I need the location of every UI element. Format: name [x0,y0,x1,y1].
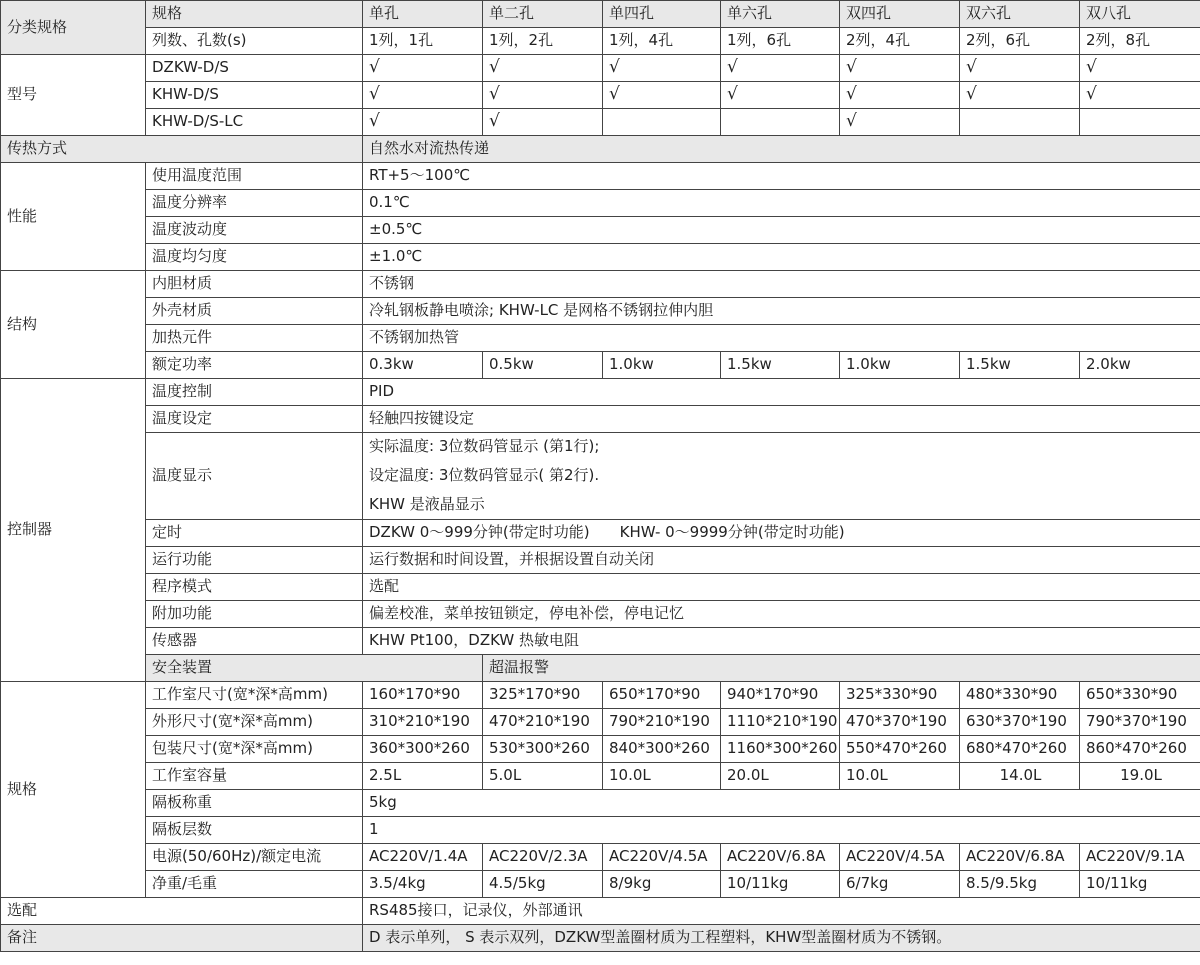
heat-transfer-value: 自然水对流热传递 [363,136,1200,163]
heat-transfer-row [1,136,1200,163]
notes-row [1,925,1200,952]
type-row [1,55,1200,82]
power-supply-cell: AC220V/2.3A [483,844,603,871]
specs-row [1,790,1200,817]
shelf-weight-label: 隔板称重 [146,790,363,817]
performance-row [1,244,1200,271]
check-mark: √ [483,109,603,136]
power-supply-cell: AC220V/4.5A [603,844,721,871]
type-label: KHW-D/S [146,82,363,109]
specs-row [1,817,1200,844]
outer-size-cell: 1110*210*190 [721,709,840,736]
package-size-cell: 530*300*260 [483,736,603,763]
category-controller: 控制器 [1,379,146,682]
check-mark [1080,109,1200,136]
shelf-count-value: 1 [363,817,1200,844]
model-header: 双四孔 [840,1,960,28]
category-spec-header: 分类规格 [1,1,146,55]
model-header: 单孔 [363,1,483,28]
check-mark [960,109,1080,136]
structure-row [1,298,1200,325]
shelf-count-label: 隔板层数 [146,817,363,844]
outer-size-cell: 470*370*190 [840,709,960,736]
temp-setting-value: 轻触四按键设定 [363,406,1200,433]
structure-row [1,271,1200,298]
weight-cell: 10/11kg [1080,871,1200,898]
count-cell: 2列，8孔 [1080,28,1200,55]
program-mode-label: 程序模式 [146,574,363,601]
temp-control-value: PID [363,379,1200,406]
check-mark: √ [721,82,840,109]
rated-power-cell: 0.3kw [363,352,483,379]
capacity-cell: 5.0L [483,763,603,790]
controller-row [1,601,1200,628]
check-mark: √ [363,109,483,136]
performance-row [1,163,1200,190]
category-heat-transfer: 传热方式 [1,136,363,163]
performance-row [1,217,1200,244]
check-mark: √ [603,82,721,109]
category-structure: 结构 [1,271,146,379]
controller-row [1,520,1200,547]
safety-row [1,655,1200,682]
count-cell: 1列，6孔 [721,28,840,55]
options-row [1,898,1200,925]
temp-display-label: 温度显示 [146,433,363,520]
capacity-cell: 14.0L [960,763,1080,790]
chamber-size-cell: 325*330*90 [840,682,960,709]
type-row [1,109,1200,136]
chamber-size-cell: 940*170*90 [721,682,840,709]
chamber-size-cell: 650*330*90 [1080,682,1200,709]
power-supply-cell: AC220V/1.4A [363,844,483,871]
sensor-value: KHW Pt100，DZKW 热敏电阻 [363,628,1200,655]
outer-size-cell: 310*210*190 [363,709,483,736]
specs-row [1,682,1200,709]
controller-row [1,379,1200,406]
performance-label: 温度分辨率 [146,190,363,217]
temp-control-label: 温度控制 [146,379,363,406]
package-size-cell: 840*300*260 [603,736,721,763]
check-mark: √ [840,55,960,82]
check-mark: √ [483,55,603,82]
check-mark: √ [960,82,1080,109]
category-safety: 安全装置 [146,655,483,682]
check-mark: √ [603,55,721,82]
temp-display-row [1,433,1200,462]
cols-label: 列数、孔数(s) [146,28,363,55]
chamber-size-cell: 480*330*90 [960,682,1080,709]
spec-label: 规格 [146,1,363,28]
performance-value: RT+5～100℃ [363,163,1200,190]
structure-value: 不锈钢加热管 [363,325,1200,352]
rated-power-cell: 1.5kw [721,352,840,379]
power-supply-cell: AC220V/6.8A [960,844,1080,871]
outer-size-cell: 470*210*190 [483,709,603,736]
outer-size-label: 外形尺寸(宽*深*高mm) [146,709,363,736]
capacity-cell: 10.0L [603,763,721,790]
power-supply-label: 电源(50/60Hz)/额定电流 [146,844,363,871]
weight-cell: 4.5/5kg [483,871,603,898]
count-cell: 1列，2孔 [483,28,603,55]
header-row-models [1,1,1200,28]
check-mark: √ [363,82,483,109]
header-row-counts [1,28,1200,55]
category-specs: 规格 [1,682,146,898]
check-mark: √ [1080,55,1200,82]
structure-label: 内胆材质 [146,271,363,298]
shelf-weight-value: 5kg [363,790,1200,817]
package-size-cell: 360*300*260 [363,736,483,763]
check-mark: √ [363,55,483,82]
outer-size-cell: 790*210*190 [603,709,721,736]
power-supply-cell: AC220V/6.8A [721,844,840,871]
model-header: 单四孔 [603,1,721,28]
specs-row [1,709,1200,736]
extra-function-value: 偏差校准，菜单按钮锁定，停电补偿，停电记忆 [363,601,1200,628]
extra-function-label: 附加功能 [146,601,363,628]
package-size-label: 包装尺寸(宽*深*高mm) [146,736,363,763]
performance-value: ±0.5℃ [363,217,1200,244]
count-cell: 2列，4孔 [840,28,960,55]
controller-row [1,574,1200,601]
temp-display-line: 设定温度: 3位数码管显示( 第2行). [363,462,1200,491]
package-size-cell: 680*470*260 [960,736,1080,763]
specs-row [1,763,1200,790]
performance-label: 温度波动度 [146,217,363,244]
timer-label: 定时 [146,520,363,547]
run-function-label: 运行功能 [146,547,363,574]
rated-power-row [1,352,1200,379]
structure-label: 加热元件 [146,325,363,352]
safety-value: 超温报警 [483,655,1200,682]
performance-row [1,190,1200,217]
model-header: 双八孔 [1080,1,1200,28]
power-supply-cell: AC220V/9.1A [1080,844,1200,871]
controller-row [1,406,1200,433]
category-notes: 备注 [1,925,363,952]
category-type: 型号 [1,55,146,136]
check-mark: √ [721,55,840,82]
package-size-cell: 860*470*260 [1080,736,1200,763]
weight-label: 净重/毛重 [146,871,363,898]
structure-value: 不锈钢 [363,271,1200,298]
structure-row [1,325,1200,352]
structure-label: 外壳材质 [146,298,363,325]
model-header: 双六孔 [960,1,1080,28]
outer-size-cell: 790*370*190 [1080,709,1200,736]
count-cell: 2列，6孔 [960,28,1080,55]
power-supply-cell: AC220V/4.5A [840,844,960,871]
rated-power-cell: 1.0kw [840,352,960,379]
sensor-label: 传感器 [146,628,363,655]
category-performance: 性能 [1,163,146,271]
model-header: 单二孔 [483,1,603,28]
temp-display-line: KHW 是液晶显示 [363,491,1200,520]
check-mark [721,109,840,136]
specs-row [1,844,1200,871]
rated-power-cell: 1.5kw [960,352,1080,379]
type-label: KHW-D/S-LC [146,109,363,136]
rated-power-cell: 2.0kw [1080,352,1200,379]
package-size-cell: 1160*300*260 [721,736,840,763]
check-mark: √ [840,109,960,136]
capacity-cell: 10.0L [840,763,960,790]
category-options: 选配 [1,898,363,925]
controller-row [1,628,1200,655]
weight-cell: 8/9kg [603,871,721,898]
specs-row [1,736,1200,763]
type-row [1,82,1200,109]
weight-cell: 10/11kg [721,871,840,898]
chamber-size-label: 工作室尺寸(宽*深*高mm) [146,682,363,709]
check-mark: √ [1080,82,1200,109]
package-size-cell: 550*470*260 [840,736,960,763]
specs-row [1,871,1200,898]
temp-setting-label: 温度设定 [146,406,363,433]
run-function-value: 运行数据和时间设置，并根据设置自动关闭 [363,547,1200,574]
rated-power-label: 额定功率 [146,352,363,379]
performance-value: 0.1℃ [363,190,1200,217]
capacity-cell: 19.0L [1080,763,1200,790]
temp-display-line: 实际温度: 3位数码管显示 (第1行); [363,433,1200,462]
chamber-size-cell: 325*170*90 [483,682,603,709]
structure-value: 冷轧钢板静电喷涂; KHW-LC 是网格不锈钢拉伸内胆 [363,298,1200,325]
notes-value: D 表示单列， S 表示双列，DZKW型盖圈材质为工程塑料，KHW型盖圈材质为不锈钢。 [363,925,1200,952]
rated-power-cell: 1.0kw [603,352,721,379]
capacity-cell: 20.0L [721,763,840,790]
outer-size-cell: 630*370*190 [960,709,1080,736]
check-mark: √ [960,55,1080,82]
chamber-size-cell: 650*170*90 [603,682,721,709]
weight-cell: 6/7kg [840,871,960,898]
check-mark: √ [483,82,603,109]
weight-cell: 8.5/9.5kg [960,871,1080,898]
capacity-label: 工作室容量 [146,763,363,790]
rated-power-cell: 0.5kw [483,352,603,379]
performance-value: ±1.0℃ [363,244,1200,271]
check-mark [603,109,721,136]
options-value: RS485接口，记录仪，外部通讯 [363,898,1200,925]
chamber-size-cell: 160*170*90 [363,682,483,709]
controller-row [1,547,1200,574]
check-mark: √ [840,82,960,109]
count-cell: 1列，4孔 [603,28,721,55]
type-label: DZKW-D/S [146,55,363,82]
model-header: 单六孔 [721,1,840,28]
count-cell: 1列，1孔 [363,28,483,55]
timer-value: DZKW 0～999分钟(带定时功能) KHW- 0～9999分钟(带定时功能) [363,520,1200,547]
performance-label: 温度均匀度 [146,244,363,271]
program-mode-value: 选配 [363,574,1200,601]
weight-cell: 3.5/4kg [363,871,483,898]
capacity-cell: 2.5L [363,763,483,790]
performance-label: 使用温度范围 [146,163,363,190]
